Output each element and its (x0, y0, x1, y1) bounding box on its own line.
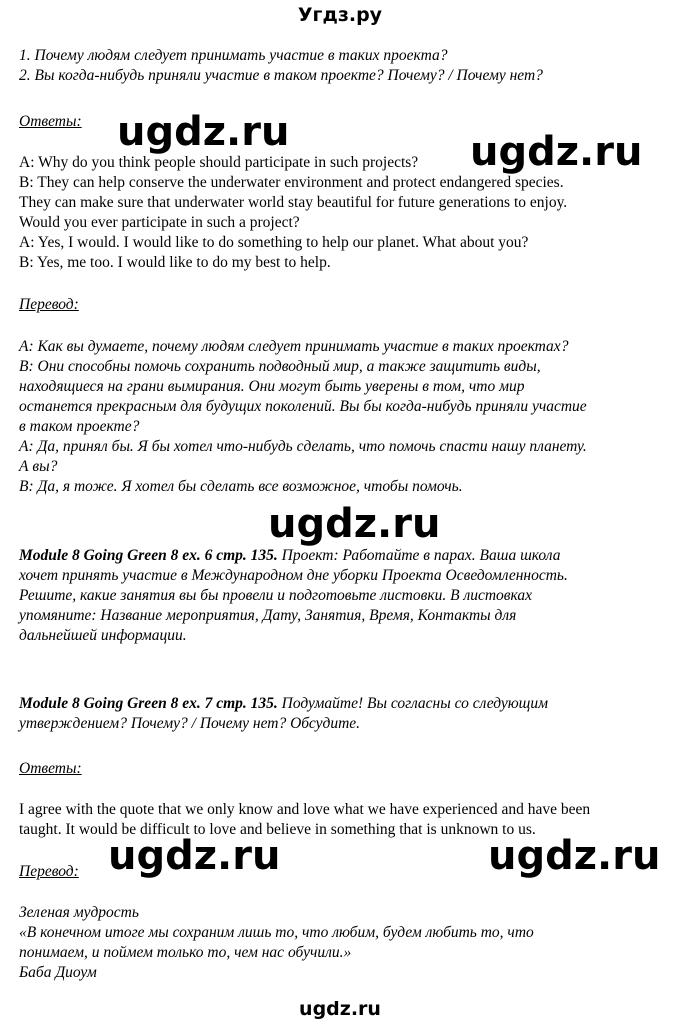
dialogue-line: А вы? (19, 458, 58, 475)
exercise-text: дальнейшей информации. (19, 627, 187, 644)
exercise-text: Решите, какие занятия вы бы провели и подготовьте листовки. В листовках (19, 587, 533, 604)
exercise-text: упомяните: Название мероприятия, Дату, Занятия, Время, Контакты для (19, 607, 517, 624)
site-title: Угдз.ру (297, 4, 383, 26)
dialogue-line: B: They can help conserve the underwater environment and protect endangered species. (19, 174, 564, 191)
watermark: ugdz.ru (268, 501, 441, 547)
dialogue-line: А: Да, принял бы. Я бы хотел что-нибудь сделать, что помочь спасти нашу планету. (19, 438, 587, 455)
quote-line: понимаем, и поймем только то, чем нас обучили.» (19, 944, 352, 961)
dialogue-line: в таком проекте? (19, 418, 140, 435)
translation-label: Перевод: (19, 863, 79, 880)
watermark: ugdz.ru (108, 833, 281, 879)
quote-line: Зеленая мудрость (19, 904, 139, 921)
question-line: 2. Вы когда-нибудь приняли участие в таком проекте? Почему? / Почему нет? (19, 67, 543, 84)
translation-label: Перевод: (19, 296, 79, 313)
dialogue-line: Would you ever participate in such a project? (19, 214, 300, 231)
dialogue-russian (19, 337, 664, 497)
quote-russian (19, 903, 664, 983)
answer-line: I agree with the quote that we only know and love what we have experienced and have been (19, 801, 591, 818)
exercise-7 (19, 694, 664, 734)
dialogue-line: В: Да, я тоже. Я хотел бы сделать все возможное, чтобы помочь. (19, 478, 463, 495)
questions-block (19, 46, 664, 86)
exercise-text: Подумайте! Вы согласны со следующим (277, 695, 549, 712)
watermark: ugdz.ru (117, 109, 290, 155)
exercise-text: утверждением? Почему? / Почему нет? Обсудите. (19, 715, 361, 732)
watermark: ugdz.ru (470, 129, 643, 175)
footer-site-link[interactable]: ugdz.ru (299, 998, 381, 1020)
exercise-text: хочет принять участие в Международном дне уборки Проекта Осведомленность. (19, 567, 568, 584)
question-line: 1. Почему людям следует принимать участие в таких проекта? (19, 47, 448, 64)
exercise-text: Проект: Работайте в парах. Ваша школа (277, 547, 561, 564)
dialogue-line: В: Они способны помочь сохранить подводный мир, а также защитить виды, (19, 358, 541, 375)
dialogue-line: A: Why do you think people should participate in such projects? (19, 154, 419, 171)
answer-line: taught. It would be difficult to love and believe in something that is unknown to us. (19, 821, 536, 838)
exercise-6 (19, 546, 664, 646)
dialogue-line: They can make sure that underwater world stay beautiful for future generations to enjoy. (19, 194, 568, 211)
quote-line: «В конечном итоге мы сохраним лишь то, что любим, будем любить то, что (19, 924, 534, 941)
dialogue-line: A: Yes, I would. I would like to do something to help our planet. What about you? (19, 234, 529, 251)
answers-label: Ответы: (19, 760, 82, 777)
dialogue-line: находящиеся на грани вымирания. Они могут быть уверены в том, что мир (19, 378, 525, 395)
dialogue-line: А: Как вы думаете, почему людям следует принимать участие в таких проектах? (19, 338, 569, 355)
quote-line: Баба Диоум (19, 964, 97, 981)
exercise-heading: Module 8 Going Green 8 ex. 7 стр. 135. (19, 695, 278, 712)
exercise-heading: Module 8 Going Green 8 ex. 6 стр. 135. (19, 547, 278, 564)
dialogue-line: останется прекрасным для будущих поколений. Вы бы когда-нибудь приняли участие (19, 398, 587, 415)
dialogue-line: B: Yes, me too. I would like to do my best to help. (19, 254, 331, 271)
watermark: ugdz.ru (488, 833, 661, 879)
answers-label: Ответы: (19, 113, 82, 130)
